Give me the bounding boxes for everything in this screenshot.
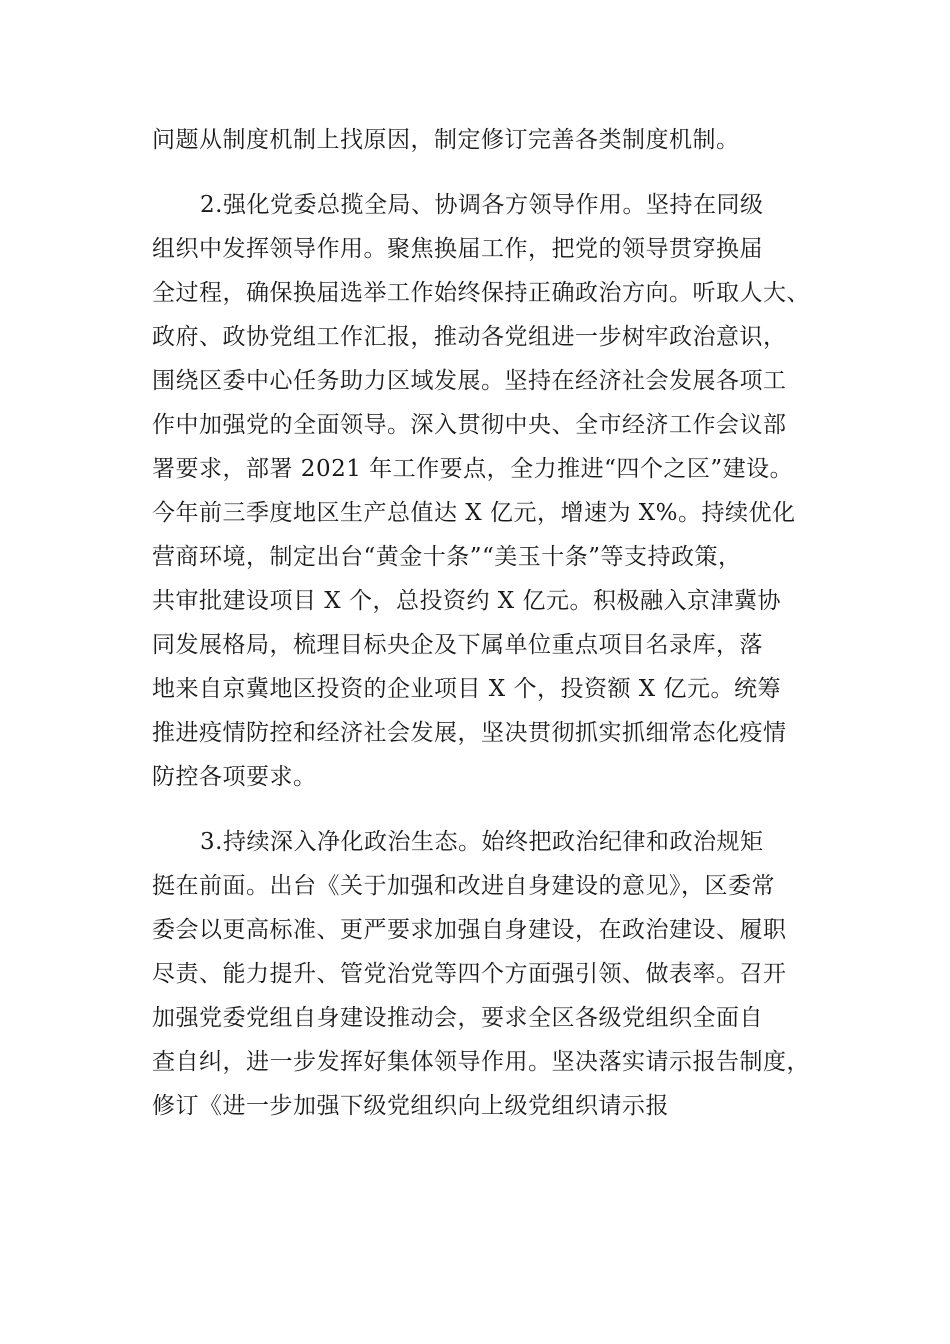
- text-line: 推进疫情防控和经济社会发展，坚决贯彻抓实抓细常态化疫情: [152, 720, 787, 746]
- text-line: 问题从制度机制上找原因，制定修订完善各类制度机制。: [152, 127, 740, 153]
- paragraph-2: [152, 183, 852, 799]
- text-line: 尽责、能力提升、管党治党等四个方面强引领、做表率。召开: [152, 961, 787, 987]
- text-line: 地来自京冀地区投资的企业项目 X 个，投资额 X 亿元。统筹: [152, 676, 781, 702]
- paragraph-1: [152, 118, 852, 162]
- text-line: 委会以更高标准、更严要求加强自身建设，在政治建设、履职: [152, 917, 787, 943]
- text-line: 组织中发挥领导作用。聚焦换届工作，把党的领导贯穿换届: [152, 236, 763, 262]
- text-line: 修订《进一步加强下级党组织向上级党组织请示报: [152, 1093, 669, 1119]
- text-line: 挺在前面。出台《关于加强和改进自身建设的意见》，区委常: [152, 873, 775, 899]
- document-page: [152, 118, 852, 1128]
- text-line: 2.强化党委总揽全局、协调各方领导作用。坚持在同级: [200, 192, 764, 218]
- text-line: 今年前三季度地区生产总值达 X 亿元，增速为 X%。持续优化: [152, 500, 796, 526]
- text-line: 查自纠，进一步发挥好集体领导作用。坚决落实请示报告制度，: [152, 1049, 810, 1075]
- text-line: 全过程，确保换届选举工作始终保持正确政治方向。听取人大、: [152, 280, 810, 306]
- text-line: 3.持续深入净化政治生态。始终把政治纪律和政治规矩: [200, 829, 764, 855]
- paragraph-gap: [152, 799, 852, 820]
- paragraph-3: [152, 820, 852, 1128]
- text-line: 署要求，部署 2021 年工作要点，全力推进“四个之区”建设。: [152, 456, 794, 482]
- text-line: 营商环境，制定出台“黄金十条”“美玉十条”等支持政策，: [152, 544, 742, 570]
- text-line: 同发展格局，梳理目标央企及下属单位重点项目名录库，落: [152, 632, 763, 658]
- text-line: 围绕区委中心任务助力区域发展。坚持在经济社会发展各项工: [152, 368, 787, 394]
- text-line: 政府、政协党组工作汇报，推动各党组进一步树牢政治意识，: [152, 324, 787, 350]
- paragraph-gap: [152, 162, 852, 183]
- text-line: 作中加强党的全面领导。深入贯彻中央、全市经济工作会议部: [152, 412, 787, 438]
- text-line: 加强党委党组自身建设推动会，要求全区各级党组织全面自: [152, 1005, 763, 1031]
- text-line: 共审批建设项目 X 个，总投资约 X 亿元。积极融入京津冀协: [152, 588, 781, 614]
- text-line: 防控各项要求。: [152, 764, 317, 790]
